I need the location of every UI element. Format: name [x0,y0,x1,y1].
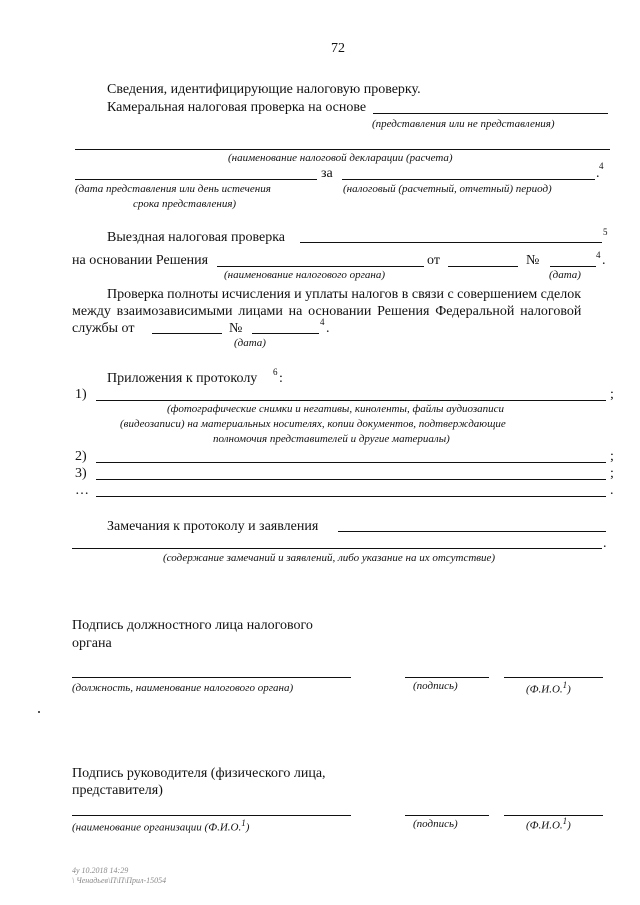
decision-date-field[interactable] [448,266,518,267]
number-sign: № [229,321,243,336]
scan-dot [38,711,40,713]
ot-text: от [427,253,440,268]
signature-official-title-2: органа [72,636,112,651]
declaration-label: (наименование налоговой декларации (расчета) [228,152,453,164]
footnote-ref: 1 [562,680,568,690]
dot: . [326,321,330,336]
organization-text: (наименование организации (Ф.И.О. [72,821,242,834]
attachment-item-number: 3) [75,466,87,481]
organ-field[interactable] [217,266,424,267]
attachments-label-2: (видеозаписи) на материальных носителях, копии документов, подтверждающие [120,418,506,430]
semicolon: ; [610,466,614,481]
remarks-heading: Замечания к протоколу и заявления [107,519,319,534]
fns-date-field[interactable] [152,333,222,334]
attachment-field-more[interactable] [96,496,606,497]
paren: ) [567,819,571,832]
fio-text: (Ф.И.О. [526,683,563,696]
paren: ) [245,821,250,834]
footnote-ref: 4 [596,250,601,260]
attachment-item-number: 1) [75,387,87,402]
vyezd-text: Выездная налоговая проверка [107,230,286,245]
signature-official-title-1: Подпись должностного лица налогового [72,618,313,633]
dot: . [602,253,606,268]
section-heading: Сведения, идентифицирующие налоговую проверку. [107,82,421,97]
predst-label: (представления или не представления) [372,118,555,130]
official-fio-field[interactable] [504,677,603,678]
attachment-item-number: … [75,483,89,498]
semicolon: ; [610,387,614,402]
signature-head-title-2: представителя) [72,783,163,798]
attachment-field-1[interactable] [96,400,606,401]
period-label: (налоговый (расчетный, отчетный) период) [343,183,552,195]
end-dot: . [610,483,614,498]
head-signature-field[interactable] [405,815,489,816]
attachment-field-3[interactable] [96,479,606,480]
footnote-ref: 5 [603,227,608,237]
fio-label [526,680,571,696]
colon: : [279,371,283,386]
fns-number-field[interactable] [252,333,319,334]
fio-label [526,816,571,832]
organization-field[interactable] [72,815,351,816]
footnote-ref: 1 [241,818,246,828]
signature-label: (подпись) [413,818,458,830]
footnote-ref: 4 [320,317,325,327]
page-number: 72 [331,41,345,56]
kameral-text: Камеральная налоговая проверка на основе [107,100,367,115]
footer-timestamp: 4у 10.2018 14:29 [72,866,129,875]
date-field[interactable] [75,179,317,180]
paren: ) [567,683,571,696]
vyezd-field[interactable] [300,242,602,243]
dot: . [603,536,607,551]
attachments-label-3: полномочия представителей и другие материалы) [213,433,450,445]
date-label: (дата) [234,337,266,349]
period-field[interactable] [342,179,595,180]
declaration-field[interactable] [75,149,610,150]
organ-label: (наименование налогового органа) [224,269,386,281]
semicolon: ; [610,449,614,464]
attachments-label-1: (фотографические снимки и негативы, киноленты, файлы аудиозаписи [167,403,505,415]
footnote-ref: 1 [562,816,568,826]
transfer-pricing-line1: Проверка полноты исчисления и уплаты налогов в связи с совершением сделок [107,287,582,302]
remarks-field-2[interactable] [72,548,602,549]
decision-number-field[interactable] [550,266,596,267]
number-sign: № [526,253,540,268]
fio-text: (Ф.И.О. [526,819,563,832]
remarks-label: (содержание замечаний и заявлений, либо указание на их отсутствие) [163,552,496,564]
signature-head-title-1: Подпись руководителя (физического лица, [72,766,326,781]
date-label-1: (дата представления или день истечения [75,183,271,195]
position-label: (должность, наименование налогового органа) [72,682,294,694]
predst-field[interactable] [373,113,608,114]
footnote-ref: 6 [273,367,278,377]
organization-label [72,818,249,834]
date-label-2: срока представления) [133,198,237,210]
attachment-item-number: 2) [75,449,87,464]
transfer-pricing-line2: между взаимозависимыми лицами на основании Решения Федеральной налоговой [72,304,582,319]
footer-filepath: \ Ченадьев\П\П\Прил-15054 [72,876,167,885]
basis-text: на основании Решения [72,253,209,268]
period-dot: . [596,166,600,181]
remarks-field-1[interactable] [338,531,606,532]
official-signature-field[interactable] [405,677,489,678]
attachments-heading: Приложения к протоколу [107,371,258,386]
official-position-field[interactable] [72,677,351,678]
attachment-field-2[interactable] [96,462,606,463]
footnote-ref: 4 [599,161,604,171]
transfer-pricing-line3: службы от [72,321,135,336]
signature-label: (подпись) [413,680,458,692]
za-text: за [321,166,333,181]
date-label: (дата) [549,269,581,281]
